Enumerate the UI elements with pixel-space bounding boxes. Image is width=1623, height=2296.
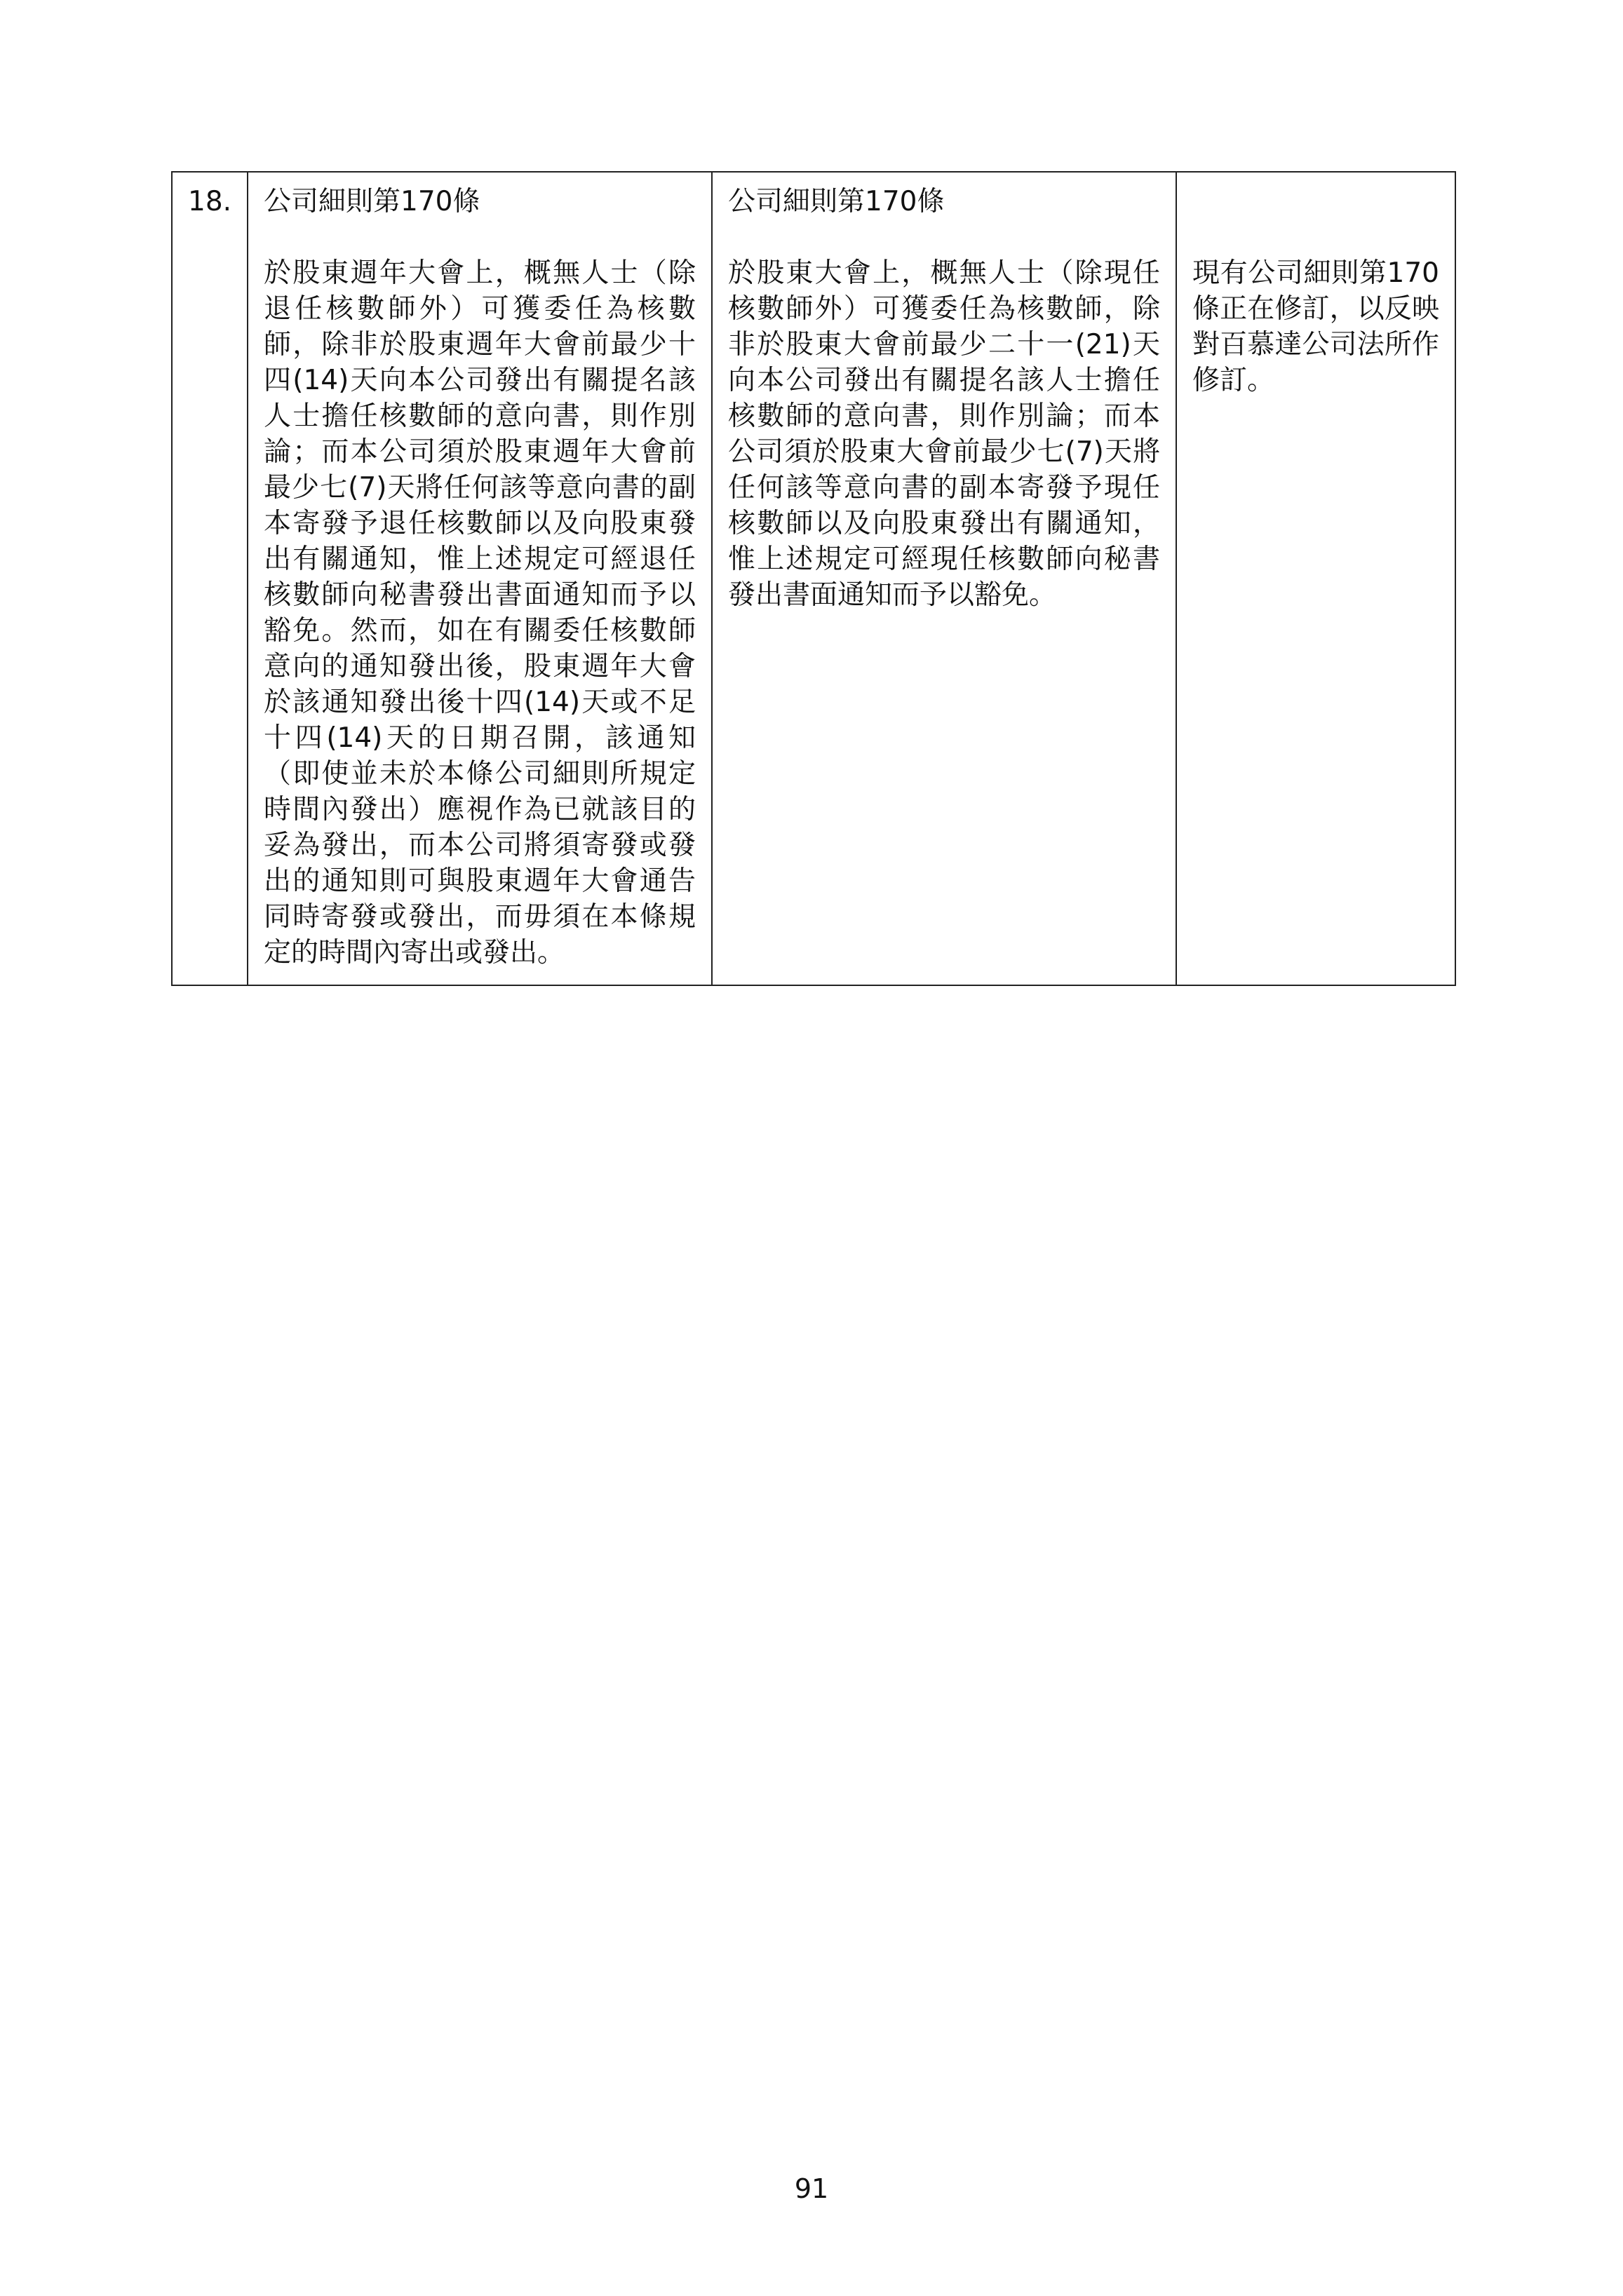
row-number: 18. — [188, 186, 232, 217]
explanation-cell — [1176, 172, 1455, 985]
existing-bye-law-cell — [248, 172, 712, 985]
table-row — [172, 172, 1455, 985]
row-number-cell — [172, 172, 248, 985]
amended-bye-law-title: 公司細則第170條 — [728, 186, 945, 217]
explanation-text: 現有公司細則第170條正在修訂，以反映對百慕達公司法所作修訂。 — [1192, 257, 1439, 396]
existing-bye-law-text: 於股東週年大會上，概無人士（除退任核數師外）可獲委任為核數師，除非於股東週年大會前最少十四(14)天向本公司發出有關提名該人士擔任核數師的意向書，則作別論；而本公司須於股東週年大會前最少七(7)天將任何該等意向書的副本寄發予退任核數師以及向股東發出有關通知，惟上述規定可經退任核數師向秘書發出書面通知而予以豁免。然而，如在有關委任核數師意向的通知發出後，股東週年大會於該通知發出後十四(14)天或不足十四(14)天的日期召開，該通知（即使並未於本條公司細則所規定時間內發出）應視作為已就該目的妥為發出，而本公司將須寄發或發出的通知則可與股東週年大會通告同時寄發或發出，而毋須在本條規定的時間內寄出或發出。 — [264, 257, 696, 968]
existing-bye-law-title: 公司細則第170條 — [264, 186, 480, 217]
amended-bye-law-cell — [712, 172, 1176, 985]
amended-bye-law-text: 於股東大會上，概無人士（除現任核數師外）可獲委任為核數師，除非於股東大會前最少二十一(21)天向本公司發出有關提名該人士擔任核數師的意向書，則作別論；而本公司須於股東大會前最少七(7)天將任何該等意向書的副本寄發予現任核數師以及向股東發出有關通知，惟上述規定可經現任核數師向秘書發出書面通知而予以豁免。 — [728, 257, 1160, 611]
page-number: 91 — [794, 2173, 829, 2204]
amendment-table — [171, 171, 1456, 986]
